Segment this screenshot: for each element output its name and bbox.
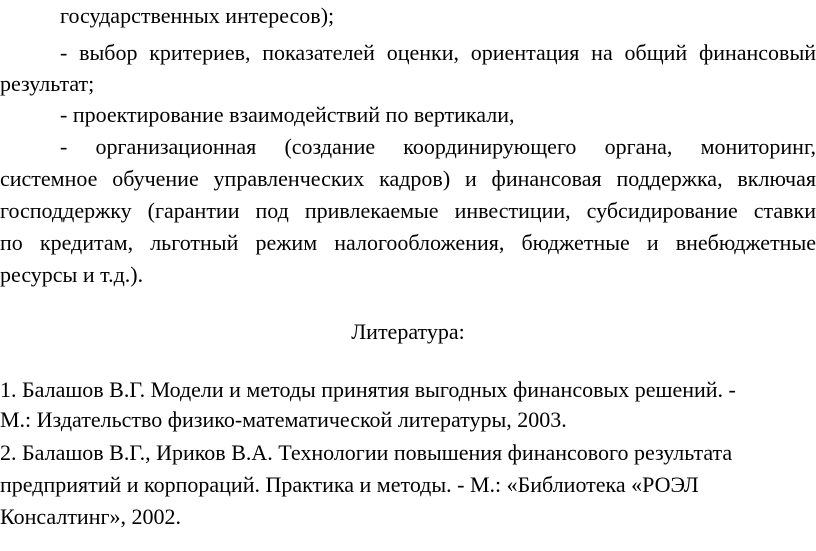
paragraph-line: - организационная (создание координирующего органа, мониторинг, [60,134,816,159]
paragraph-line: системное обучение управленческих кадров) и финансовая поддержка, включая [0,166,816,191]
paragraph-line: ресурсы и т.д.). [0,262,144,287]
paragraph-line: - выбор критериев, показателей оценки, ориентация на общий финансовый [60,40,816,65]
reference-item-1-line-2: М.: Издательство физико-математической литературы, 2003. [0,407,567,432]
reference-item-1-line-1: 1. Балашов В.Г. Модели и методы принятия выгодных финансовых решений. - [0,377,736,402]
references-heading: Литература: [351,319,465,344]
paragraph-line: господдержку (гарантии под привлекаемые инвестиции, субсидирование ставки [0,198,816,223]
reference-item-2-line-3: Консалтинг», 2002. [0,504,182,529]
reference-item-2-line-2: предприятий и корпораций. Практика и методы. - М.: «Библиотека «РОЭЛ [0,472,699,497]
paragraph-line: по кредитам, льготный режим налогообложения, бюджетные и внебюджетные [0,230,816,255]
paragraph-line: - проектирование взаимодействий по вертикали, [60,102,515,127]
paragraph-line: результат; [0,71,95,96]
reference-item-2-line-1: 2. Балашов В.Г., Ириков В.А. Технологии повышения финансового результата [0,440,733,465]
paragraph-line: государственных интересов); [60,3,335,28]
